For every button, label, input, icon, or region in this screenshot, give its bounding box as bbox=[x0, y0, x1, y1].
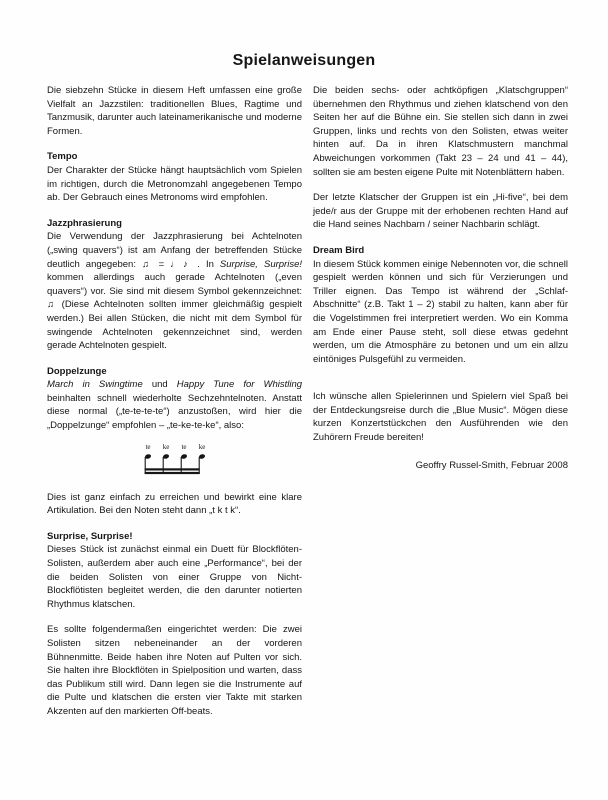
surprise-paragraph-1: Dieses Stück ist zunächst einmal ein Duett für Blockflöten-Solisten, außerdem aber auch eine „Performance“, bei der die beiden Solisten von einer Gruppe von Nicht-Blockflötisten begleitet werden, die den darunter notierten Rhythmus klatschen. bbox=[47, 544, 302, 610]
jazz-text-segment: kommen allerdings auch gerade Achtelnoten („even quavers“) vor. Sie sind mit diesem Symbol gekennzeichnet: ♫ (Diese Achtelnoten sollten immer gleichmäßig gespielt werden.) Bei allen Stücken, die nicht mit dem Symbol für swingende Achtelnoten gekennzeichnet sind, werden gerade Achtelnoten gespielt. bbox=[47, 272, 302, 352]
doppelzunge-text-segment: und bbox=[142, 379, 177, 391]
sixteenth-notes-notation bbox=[132, 441, 218, 479]
clap-groups-paragraph: Die beiden sechs- oder achtköpfigen „Klatschgruppen“ übernehmen den Rhythmus und ziehen klatschend von den Seiten her auf die Bühne ein. Sie stellen sich dann in zwei Gruppen, links und rechts von den Solisten, etwas weiter hinten auf. Da in ihren Klatschmustern manchmal Abweichungen vorkommen (Takt 23 – 24 und 41 – 44), sollten sie am besten eigene Pulte mit Notenblättern haben. bbox=[313, 85, 568, 178]
section-heading-doppelzunge: Doppelzunge bbox=[47, 365, 107, 377]
doppelzunge-text-segment: beinhalten schnell wiederholte Sechzehntelnoten. Anstatt diese normal („te-te-te-te“) anzustoßen, wird hier die „Doppelzunge“ empfohlen – „te-ke-te-ke“, also: bbox=[47, 392, 302, 432]
section-heading-surprise: Surprise, Surprise! bbox=[47, 530, 133, 542]
jazzphrasierung-paragraph bbox=[47, 230, 302, 352]
hi-five-paragraph: Der letzte Klatscher der Gruppen ist ein „Hi-five“, bei dem jede/r aus der Gruppe mit der erhobenen rechten Hand auf die Hand seines Nachbarn / seiner Nachbarin schlägt. bbox=[313, 192, 568, 231]
dream-bird-paragraph: In diesem Stück kommen einige Nebennoten vor, die schnell gespielt werden können und sich für Verzierungen und Triller eignen. Das Tempo ist während der „Schlaf-Abschnitte“ (z.B. Takt 1 – 2) stabil zu halten, kann aber für die Vogelstimmen frei interpretiert werden. Wo ein Komma am Ende einer Pause steht, soll diese etwas gedehnt werden, um die Atmosphäre zu betonen und um ein allzu eintöniges Pulsgefühl zu vermeiden. bbox=[313, 258, 568, 365]
two-column-layout bbox=[47, 84, 568, 719]
section-heading-dream-bird: Dream Bird bbox=[313, 244, 365, 256]
music-notation-figure bbox=[132, 441, 218, 479]
page-title: Spielanweisungen bbox=[232, 52, 376, 69]
syllable-label: te bbox=[180, 442, 187, 451]
section-heading-jazzphrasierung: Jazzphrasierung bbox=[47, 217, 122, 229]
doppelzunge-paragraph bbox=[47, 378, 302, 432]
section-heading-tempo: Tempo bbox=[47, 151, 78, 163]
syllable-label: ke bbox=[198, 442, 205, 451]
signature: Geoffry Russel-Smith, Februar 2008 bbox=[415, 459, 568, 471]
surprise-paragraph-2: Es sollte folgendermaßen eingerichtet werden: Die zwei Solisten sitzen nebeneinander an der vorderen Bühnenmitte. Beide haben ihre Noten auf Pulten vor sich. Sie halten ihre Blockflöten in Spielposition und warten, dass das Publikum still wird. Dann legen sie die Instrumente auf die Pulte und klatschen die ersten vier Takte mit starken Akzenten auf den markierten Off-beats. bbox=[47, 624, 302, 717]
left-column bbox=[47, 84, 302, 719]
piece-title-march-in-swingtime: March in Swingtime bbox=[47, 379, 143, 391]
syllable-label: te bbox=[144, 442, 151, 451]
doppelzunge-result-paragraph: Dies ist ganz einfach zu erreichen und bewirkt eine klare Artikulation. Bei den Noten steht dann „t k t k“. bbox=[47, 491, 302, 517]
syllable-label: ke bbox=[162, 442, 169, 451]
tempo-paragraph: Der Charakter der Stücke hängt hauptsächlich vom Spielen im richtigen, durch die Metronomzahl angegebenen Tempo ab. Der Gebrauch eines Metronoms wird empfohlen. bbox=[47, 164, 302, 204]
intro-paragraph: Die siebzehn Stücke in diesem Heft umfassen eine große Vielfalt an Jazzstilen: traditionellen Blues, Ragtime und Tanzmusik, darunter auch lateinamerikanische und moderne Formen. bbox=[47, 85, 302, 137]
closing-paragraph: Ich wünsche allen Spielerinnen und Spielern viel Spaß bei der Entdeckungsreise durch die „Blue Music“. Mögen diese kurzen Konzertstückchen den Ausführenden wie den Zuhörern Freude bereiten! bbox=[313, 391, 568, 444]
piece-title-surprise: Surprise, Surprise! bbox=[219, 258, 302, 270]
piece-title-happy-tune: Happy Tune for Whistling bbox=[176, 379, 303, 391]
right-column bbox=[313, 84, 568, 719]
jazz-text-segment: Die Verwendung der Jazzphrasierung bei Achtelnoten („swing quavers“) ist am Anfang der betreffenden Stücke deutlich angegeben: ♫ = ♩♪ . In bbox=[47, 231, 302, 270]
